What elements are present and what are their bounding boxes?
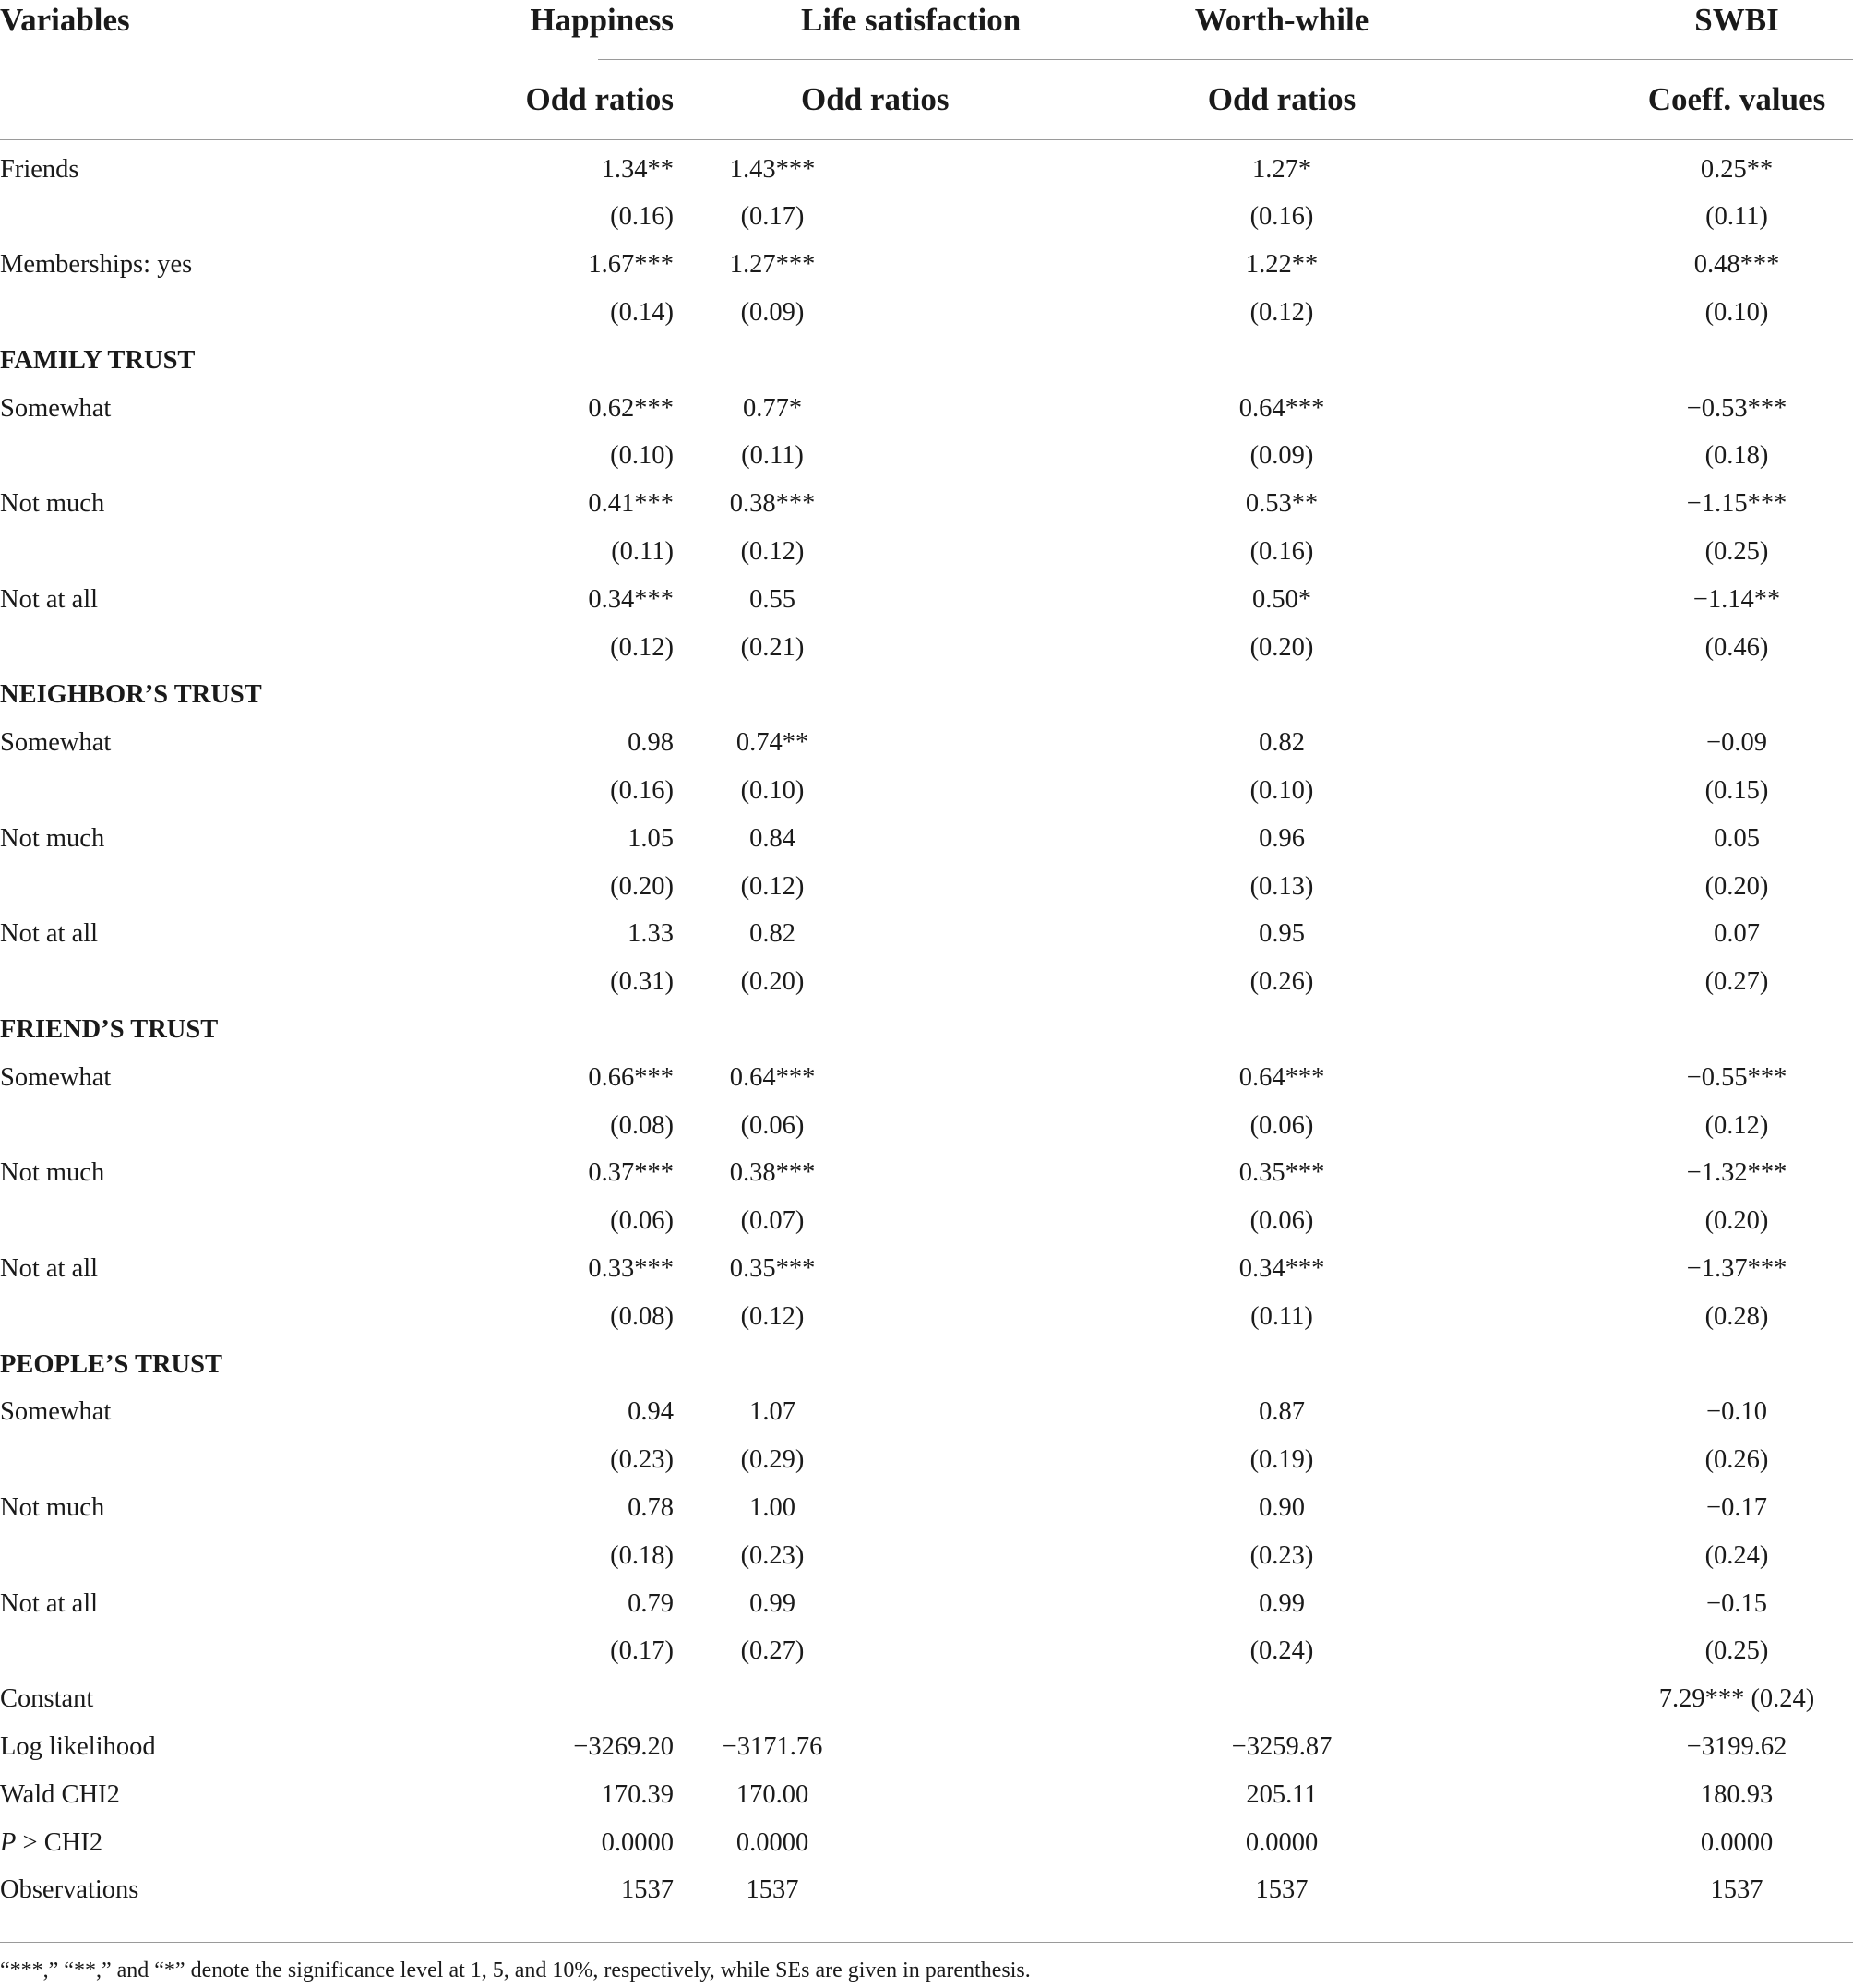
value-cell: 0.35*** bbox=[1238, 1158, 1325, 1188]
value-cell bbox=[1462, 576, 1853, 624]
header-variables: Variables bbox=[0, 2, 130, 38]
section-label: FRIEND’S TRUST bbox=[0, 1014, 219, 1044]
value-cell bbox=[1462, 1245, 1853, 1293]
value-text: (0.16) bbox=[610, 202, 674, 232]
value-cell bbox=[1462, 1580, 1853, 1628]
value-text: (0.46) bbox=[1704, 632, 1769, 662]
row-label-text: > CHI2 bbox=[16, 1827, 103, 1857]
value-text: −1.15*** bbox=[1686, 489, 1787, 519]
empty-cell bbox=[397, 337, 598, 385]
value-text: 0.07 bbox=[1714, 919, 1760, 949]
value-text: (0.20) bbox=[1704, 871, 1769, 901]
table-row bbox=[0, 1293, 1853, 1341]
value-cell: 0.64*** bbox=[1238, 393, 1325, 423]
value-text: (0.10) bbox=[740, 776, 805, 805]
header-life-satisfaction-sub: Odd ratios bbox=[598, 60, 1102, 140]
value-text: 0.66*** bbox=[588, 1062, 674, 1092]
row-label bbox=[0, 1628, 397, 1676]
value-cell bbox=[1462, 140, 1853, 194]
value-cell: 0.96 bbox=[1259, 823, 1305, 853]
table-row bbox=[0, 863, 1853, 911]
table-row bbox=[0, 576, 1853, 624]
value-cell bbox=[397, 1676, 598, 1724]
row-label bbox=[0, 528, 397, 576]
value-text: 1.27*** bbox=[729, 250, 816, 280]
table-row bbox=[0, 1102, 1853, 1150]
empty-cell bbox=[598, 672, 1102, 720]
value-text: (0.24) bbox=[1704, 1540, 1769, 1570]
value-text: 1.67*** bbox=[588, 250, 674, 280]
value-cell bbox=[1462, 1771, 1853, 1819]
value-cell: (0.20) bbox=[1249, 632, 1314, 662]
value-cell: (0.24) bbox=[1249, 1636, 1314, 1666]
table-row bbox=[0, 1150, 1853, 1198]
row-label bbox=[0, 1819, 397, 1867]
table-row bbox=[0, 1723, 1853, 1771]
value-text: (0.11) bbox=[1705, 202, 1768, 232]
empty-cell bbox=[1102, 337, 1462, 385]
empty-cell bbox=[1102, 1006, 1462, 1054]
value-text: 7.29*** (0.24) bbox=[1658, 1684, 1815, 1714]
value-text: 0.33*** bbox=[588, 1253, 674, 1283]
value-cell bbox=[1462, 1819, 1853, 1867]
empty-cell bbox=[397, 1341, 598, 1389]
value-text: 0.05 bbox=[1714, 823, 1760, 853]
value-text: 0.78 bbox=[628, 1492, 674, 1522]
table-body bbox=[0, 140, 1853, 1915]
value-text: 1.43*** bbox=[729, 154, 816, 184]
empty-cell bbox=[1462, 1341, 1853, 1389]
table-row bbox=[0, 1437, 1853, 1485]
value-cell bbox=[1462, 481, 1853, 529]
row-label: Constant bbox=[0, 1684, 94, 1714]
value-cell bbox=[1462, 1389, 1853, 1437]
row-label: Somewhat bbox=[0, 393, 112, 423]
value-text: (0.18) bbox=[610, 1540, 674, 1570]
value-cell: (0.26) bbox=[1249, 967, 1314, 997]
value-cell bbox=[1462, 433, 1853, 481]
value-text: (0.20) bbox=[1704, 1206, 1769, 1236]
row-label: Not much bbox=[0, 1158, 105, 1188]
value-cell: 0.34*** bbox=[1238, 1253, 1325, 1283]
row-label: Not much bbox=[0, 1492, 105, 1522]
row-label: Memberships: yes bbox=[0, 250, 193, 280]
row-label bbox=[0, 194, 397, 242]
section-row bbox=[0, 1341, 1853, 1389]
empty-cell bbox=[397, 1006, 598, 1054]
value-text: 1537 bbox=[746, 1875, 799, 1905]
value-cell: (0.06) bbox=[1249, 1110, 1314, 1140]
value-text: (0.26) bbox=[1704, 1445, 1769, 1475]
value-cell: 205.11 bbox=[1246, 1779, 1318, 1809]
value-text: (0.29) bbox=[740, 1445, 805, 1475]
empty-cell bbox=[1462, 672, 1853, 720]
value-cell bbox=[1462, 911, 1853, 959]
table-row bbox=[0, 1580, 1853, 1628]
empty-cell bbox=[598, 337, 1102, 385]
value-text: (0.27) bbox=[1704, 967, 1769, 997]
value-text: −3199.62 bbox=[1686, 1731, 1787, 1761]
value-text: 0.48*** bbox=[1693, 250, 1780, 280]
value-text: 1.07 bbox=[749, 1397, 795, 1427]
value-text: −0.10 bbox=[1706, 1397, 1767, 1427]
value-text: 0.0000 bbox=[601, 1827, 674, 1857]
table-row bbox=[0, 1819, 1853, 1867]
value-text: (0.21) bbox=[740, 632, 805, 662]
value-text: 180.93 bbox=[1700, 1779, 1774, 1809]
value-text: 0.94 bbox=[628, 1397, 674, 1427]
header-worth-while-sub: Odd ratios bbox=[1102, 60, 1462, 140]
value-cell bbox=[1462, 720, 1853, 768]
value-text: 0.64*** bbox=[729, 1062, 816, 1092]
value-cell bbox=[1462, 242, 1853, 290]
value-cell bbox=[1462, 1150, 1853, 1198]
empty-cell bbox=[397, 672, 598, 720]
value-text: (0.08) bbox=[610, 1301, 674, 1331]
footer-rule bbox=[0, 1942, 1853, 1943]
section-row bbox=[0, 672, 1853, 720]
row-label: Not at all bbox=[0, 1588, 99, 1618]
value-cell: 0.50* bbox=[1251, 584, 1312, 614]
value-cell bbox=[1462, 624, 1853, 672]
row-label: Somewhat bbox=[0, 728, 112, 758]
header-swbi-sub: Coeff. values bbox=[1462, 60, 1853, 140]
header-happiness: Happiness bbox=[530, 2, 674, 38]
row-label: Not at all bbox=[0, 919, 99, 949]
row-label: Not at all bbox=[0, 1253, 99, 1283]
table-row bbox=[0, 242, 1853, 290]
value-text: 0.37*** bbox=[588, 1158, 674, 1188]
section-row bbox=[0, 1006, 1853, 1054]
value-text: (0.06) bbox=[610, 1206, 674, 1236]
value-text: (0.15) bbox=[1704, 776, 1769, 805]
value-text: (0.10) bbox=[1704, 298, 1769, 328]
value-text: 0.55 bbox=[749, 584, 795, 614]
value-text: (0.31) bbox=[610, 967, 674, 997]
value-cell: (0.19) bbox=[1249, 1445, 1314, 1475]
value-text: 1.00 bbox=[749, 1492, 795, 1522]
value-text: (0.11) bbox=[741, 441, 804, 471]
value-cell: (0.13) bbox=[1249, 871, 1314, 901]
table-row bbox=[0, 140, 1853, 194]
value-cell: (0.16) bbox=[1249, 537, 1314, 567]
value-cell bbox=[1462, 1676, 1853, 1724]
header-life-satisfaction: Life satisfaction bbox=[801, 2, 1022, 38]
value-text: −1.37*** bbox=[1686, 1253, 1787, 1283]
value-cell bbox=[1462, 1102, 1853, 1150]
header-happiness-sub: Odd ratios bbox=[525, 80, 674, 117]
value-cell bbox=[1462, 1628, 1853, 1676]
value-text: (0.07) bbox=[740, 1206, 805, 1236]
row-label bbox=[0, 1198, 397, 1246]
value-cell bbox=[1462, 959, 1853, 1007]
table-row bbox=[0, 720, 1853, 768]
value-text: (0.10) bbox=[610, 441, 674, 471]
value-text: 1.33 bbox=[628, 919, 674, 949]
value-cell bbox=[1462, 1437, 1853, 1485]
row-label bbox=[0, 959, 397, 1007]
row-label bbox=[0, 624, 397, 672]
value-text: 1537 bbox=[1710, 1875, 1763, 1905]
table-row bbox=[0, 959, 1853, 1007]
value-cell: 0.95 bbox=[1259, 919, 1305, 949]
value-cell: (0.16) bbox=[1249, 202, 1314, 232]
value-cell bbox=[1462, 1054, 1853, 1102]
row-label: Somewhat bbox=[0, 1397, 112, 1427]
row-label bbox=[0, 863, 397, 911]
table-row bbox=[0, 1198, 1853, 1246]
value-text: (0.27) bbox=[740, 1636, 805, 1666]
header-row-titles bbox=[0, 0, 1853, 60]
value-text: (0.20) bbox=[610, 871, 674, 901]
value-text: −3269.20 bbox=[573, 1731, 674, 1761]
value-text: −1.14** bbox=[1692, 584, 1781, 614]
section-label: NEIGHBOR’S TRUST bbox=[0, 680, 262, 710]
value-cell bbox=[1462, 1723, 1853, 1771]
value-text: 0.79 bbox=[628, 1588, 674, 1618]
value-cell: 0.87 bbox=[1259, 1397, 1305, 1427]
table-row bbox=[0, 1628, 1853, 1676]
value-text: (0.09) bbox=[740, 298, 805, 328]
value-cell: (0.09) bbox=[1249, 441, 1314, 471]
value-cell bbox=[1102, 1676, 1462, 1724]
table-row bbox=[0, 624, 1853, 672]
table-row bbox=[0, 481, 1853, 529]
value-text: 0.84 bbox=[749, 823, 795, 853]
table-row bbox=[0, 1054, 1853, 1102]
value-text: (0.17) bbox=[610, 1636, 674, 1666]
value-text: 0.62*** bbox=[588, 393, 674, 423]
row-label: Not much bbox=[0, 823, 105, 853]
value-text: (0.25) bbox=[1704, 1636, 1769, 1666]
table-row bbox=[0, 815, 1853, 863]
table-row bbox=[0, 911, 1853, 959]
value-text: (0.23) bbox=[610, 1445, 674, 1475]
value-text: (0.28) bbox=[1704, 1301, 1769, 1331]
value-text: 0.74** bbox=[735, 728, 809, 758]
value-cell bbox=[1462, 1532, 1853, 1580]
row-label: Not much bbox=[0, 489, 105, 519]
value-text: 0.82 bbox=[749, 919, 795, 949]
value-text: (0.12) bbox=[740, 537, 805, 567]
row-label bbox=[0, 1437, 397, 1485]
value-text: 0.38*** bbox=[729, 1158, 816, 1188]
value-cell bbox=[1462, 1484, 1853, 1532]
value-text: 0.99 bbox=[749, 1588, 795, 1618]
row-label: Somewhat bbox=[0, 1062, 112, 1092]
value-cell: −3259.87 bbox=[1231, 1731, 1333, 1761]
table-row bbox=[0, 528, 1853, 576]
row-label: Observations bbox=[0, 1875, 139, 1905]
value-cell bbox=[1462, 767, 1853, 815]
table-row bbox=[0, 1484, 1853, 1532]
value-cell: 1537 bbox=[1255, 1875, 1309, 1905]
table-row bbox=[0, 1389, 1853, 1437]
table-row bbox=[0, 1532, 1853, 1580]
value-text: 170.00 bbox=[735, 1779, 809, 1809]
value-cell bbox=[1462, 528, 1853, 576]
header-swbi: SWBI bbox=[1694, 2, 1779, 38]
value-text: 0.0000 bbox=[735, 1827, 809, 1857]
value-text: 1.34** bbox=[601, 154, 674, 184]
value-text: 1537 bbox=[621, 1875, 674, 1905]
value-cell: 1.27* bbox=[1251, 154, 1312, 184]
section-label: FAMILY TRUST bbox=[0, 345, 196, 375]
value-text: (0.18) bbox=[1704, 441, 1769, 471]
value-cell bbox=[1462, 863, 1853, 911]
row-label: Friends bbox=[0, 154, 79, 184]
value-text: −3171.76 bbox=[722, 1731, 823, 1761]
empty-cell bbox=[598, 1006, 1102, 1054]
table-row bbox=[0, 767, 1853, 815]
value-cell bbox=[1462, 815, 1853, 863]
row-label bbox=[0, 1102, 397, 1150]
table-header bbox=[0, 0, 1853, 140]
value-text: −1.32*** bbox=[1686, 1158, 1787, 1188]
value-cell bbox=[1462, 194, 1853, 242]
row-label-italic: P bbox=[0, 1827, 17, 1857]
value-cell: 0.90 bbox=[1259, 1492, 1305, 1522]
value-cell: 0.0000 bbox=[1245, 1827, 1319, 1857]
value-text: (0.20) bbox=[740, 967, 805, 997]
empty-cell bbox=[1462, 337, 1853, 385]
row-label: Not at all bbox=[0, 584, 99, 614]
value-text: 0.25** bbox=[1700, 154, 1774, 184]
table-row bbox=[0, 1867, 1853, 1915]
value-cell: 0.53** bbox=[1245, 489, 1319, 519]
value-text: (0.08) bbox=[610, 1110, 674, 1140]
value-text: 0.35*** bbox=[729, 1253, 816, 1283]
section-row bbox=[0, 337, 1853, 385]
value-cell: 0.99 bbox=[1259, 1588, 1305, 1618]
value-text: (0.12) bbox=[1704, 1110, 1769, 1140]
row-label bbox=[0, 433, 397, 481]
value-cell: 1.22** bbox=[1245, 250, 1319, 280]
value-text: −0.15 bbox=[1706, 1588, 1767, 1618]
value-cell: (0.12) bbox=[1249, 298, 1314, 328]
value-cell bbox=[1462, 1867, 1853, 1915]
value-cell bbox=[1462, 1198, 1853, 1246]
value-cell: (0.10) bbox=[1249, 776, 1314, 805]
table-row bbox=[0, 1676, 1853, 1724]
value-cell bbox=[1462, 289, 1853, 337]
empty-cell bbox=[1462, 1006, 1853, 1054]
value-text: (0.14) bbox=[610, 298, 674, 328]
value-text: (0.25) bbox=[1704, 537, 1769, 567]
row-label bbox=[0, 1532, 397, 1580]
value-cell bbox=[598, 1676, 1102, 1724]
value-text: 0.98 bbox=[628, 728, 674, 758]
row-label bbox=[0, 767, 397, 815]
value-cell: 0.64*** bbox=[1238, 1062, 1325, 1092]
table-row bbox=[0, 289, 1853, 337]
value-text: 0.77* bbox=[742, 393, 803, 423]
value-text: 1.05 bbox=[628, 823, 674, 853]
value-cell bbox=[1462, 385, 1853, 433]
row-label: Wald CHI2 bbox=[0, 1779, 120, 1809]
value-text: (0.17) bbox=[740, 202, 805, 232]
value-text: 170.39 bbox=[601, 1779, 674, 1809]
value-text: 0.0000 bbox=[1700, 1827, 1774, 1857]
value-text: (0.23) bbox=[740, 1540, 805, 1570]
value-text: −0.09 bbox=[1706, 728, 1767, 758]
header-worth-while: Worth-while bbox=[1194, 2, 1369, 38]
row-label bbox=[0, 1293, 397, 1341]
value-text: 0.41*** bbox=[588, 489, 674, 519]
value-text: −0.53*** bbox=[1686, 393, 1787, 423]
table-footnote: “***,” “**,” and “*” denote the significance level at 1, 5, and 10%, respectively, while SEs are given in parenthesis. bbox=[0, 1958, 1031, 1982]
table-row bbox=[0, 385, 1853, 433]
value-text: −0.17 bbox=[1706, 1492, 1767, 1522]
value-text: (0.16) bbox=[610, 776, 674, 805]
value-text: (0.12) bbox=[740, 1301, 805, 1331]
empty-cell bbox=[598, 1341, 1102, 1389]
value-cell: (0.11) bbox=[1250, 1301, 1313, 1331]
value-text: 0.34*** bbox=[588, 584, 674, 614]
value-text: (0.12) bbox=[610, 632, 674, 662]
value-text: (0.06) bbox=[740, 1110, 805, 1140]
section-label: PEOPLE’S TRUST bbox=[0, 1349, 222, 1379]
table-row bbox=[0, 433, 1853, 481]
table-row bbox=[0, 1771, 1853, 1819]
value-cell bbox=[1462, 1293, 1853, 1341]
empty-cell bbox=[1102, 672, 1462, 720]
table-row bbox=[0, 1245, 1853, 1293]
value-cell: 0.82 bbox=[1259, 728, 1305, 758]
value-text: (0.12) bbox=[740, 871, 805, 901]
value-text: 0.38*** bbox=[729, 489, 816, 519]
value-cell: (0.23) bbox=[1249, 1540, 1314, 1570]
value-cell: (0.06) bbox=[1249, 1206, 1314, 1236]
empty-cell bbox=[1102, 1341, 1462, 1389]
value-text: −0.55*** bbox=[1686, 1062, 1787, 1092]
value-text: (0.11) bbox=[611, 537, 674, 567]
row-label: Log likelihood bbox=[0, 1731, 156, 1761]
row-label bbox=[0, 289, 397, 337]
table-row bbox=[0, 194, 1853, 242]
